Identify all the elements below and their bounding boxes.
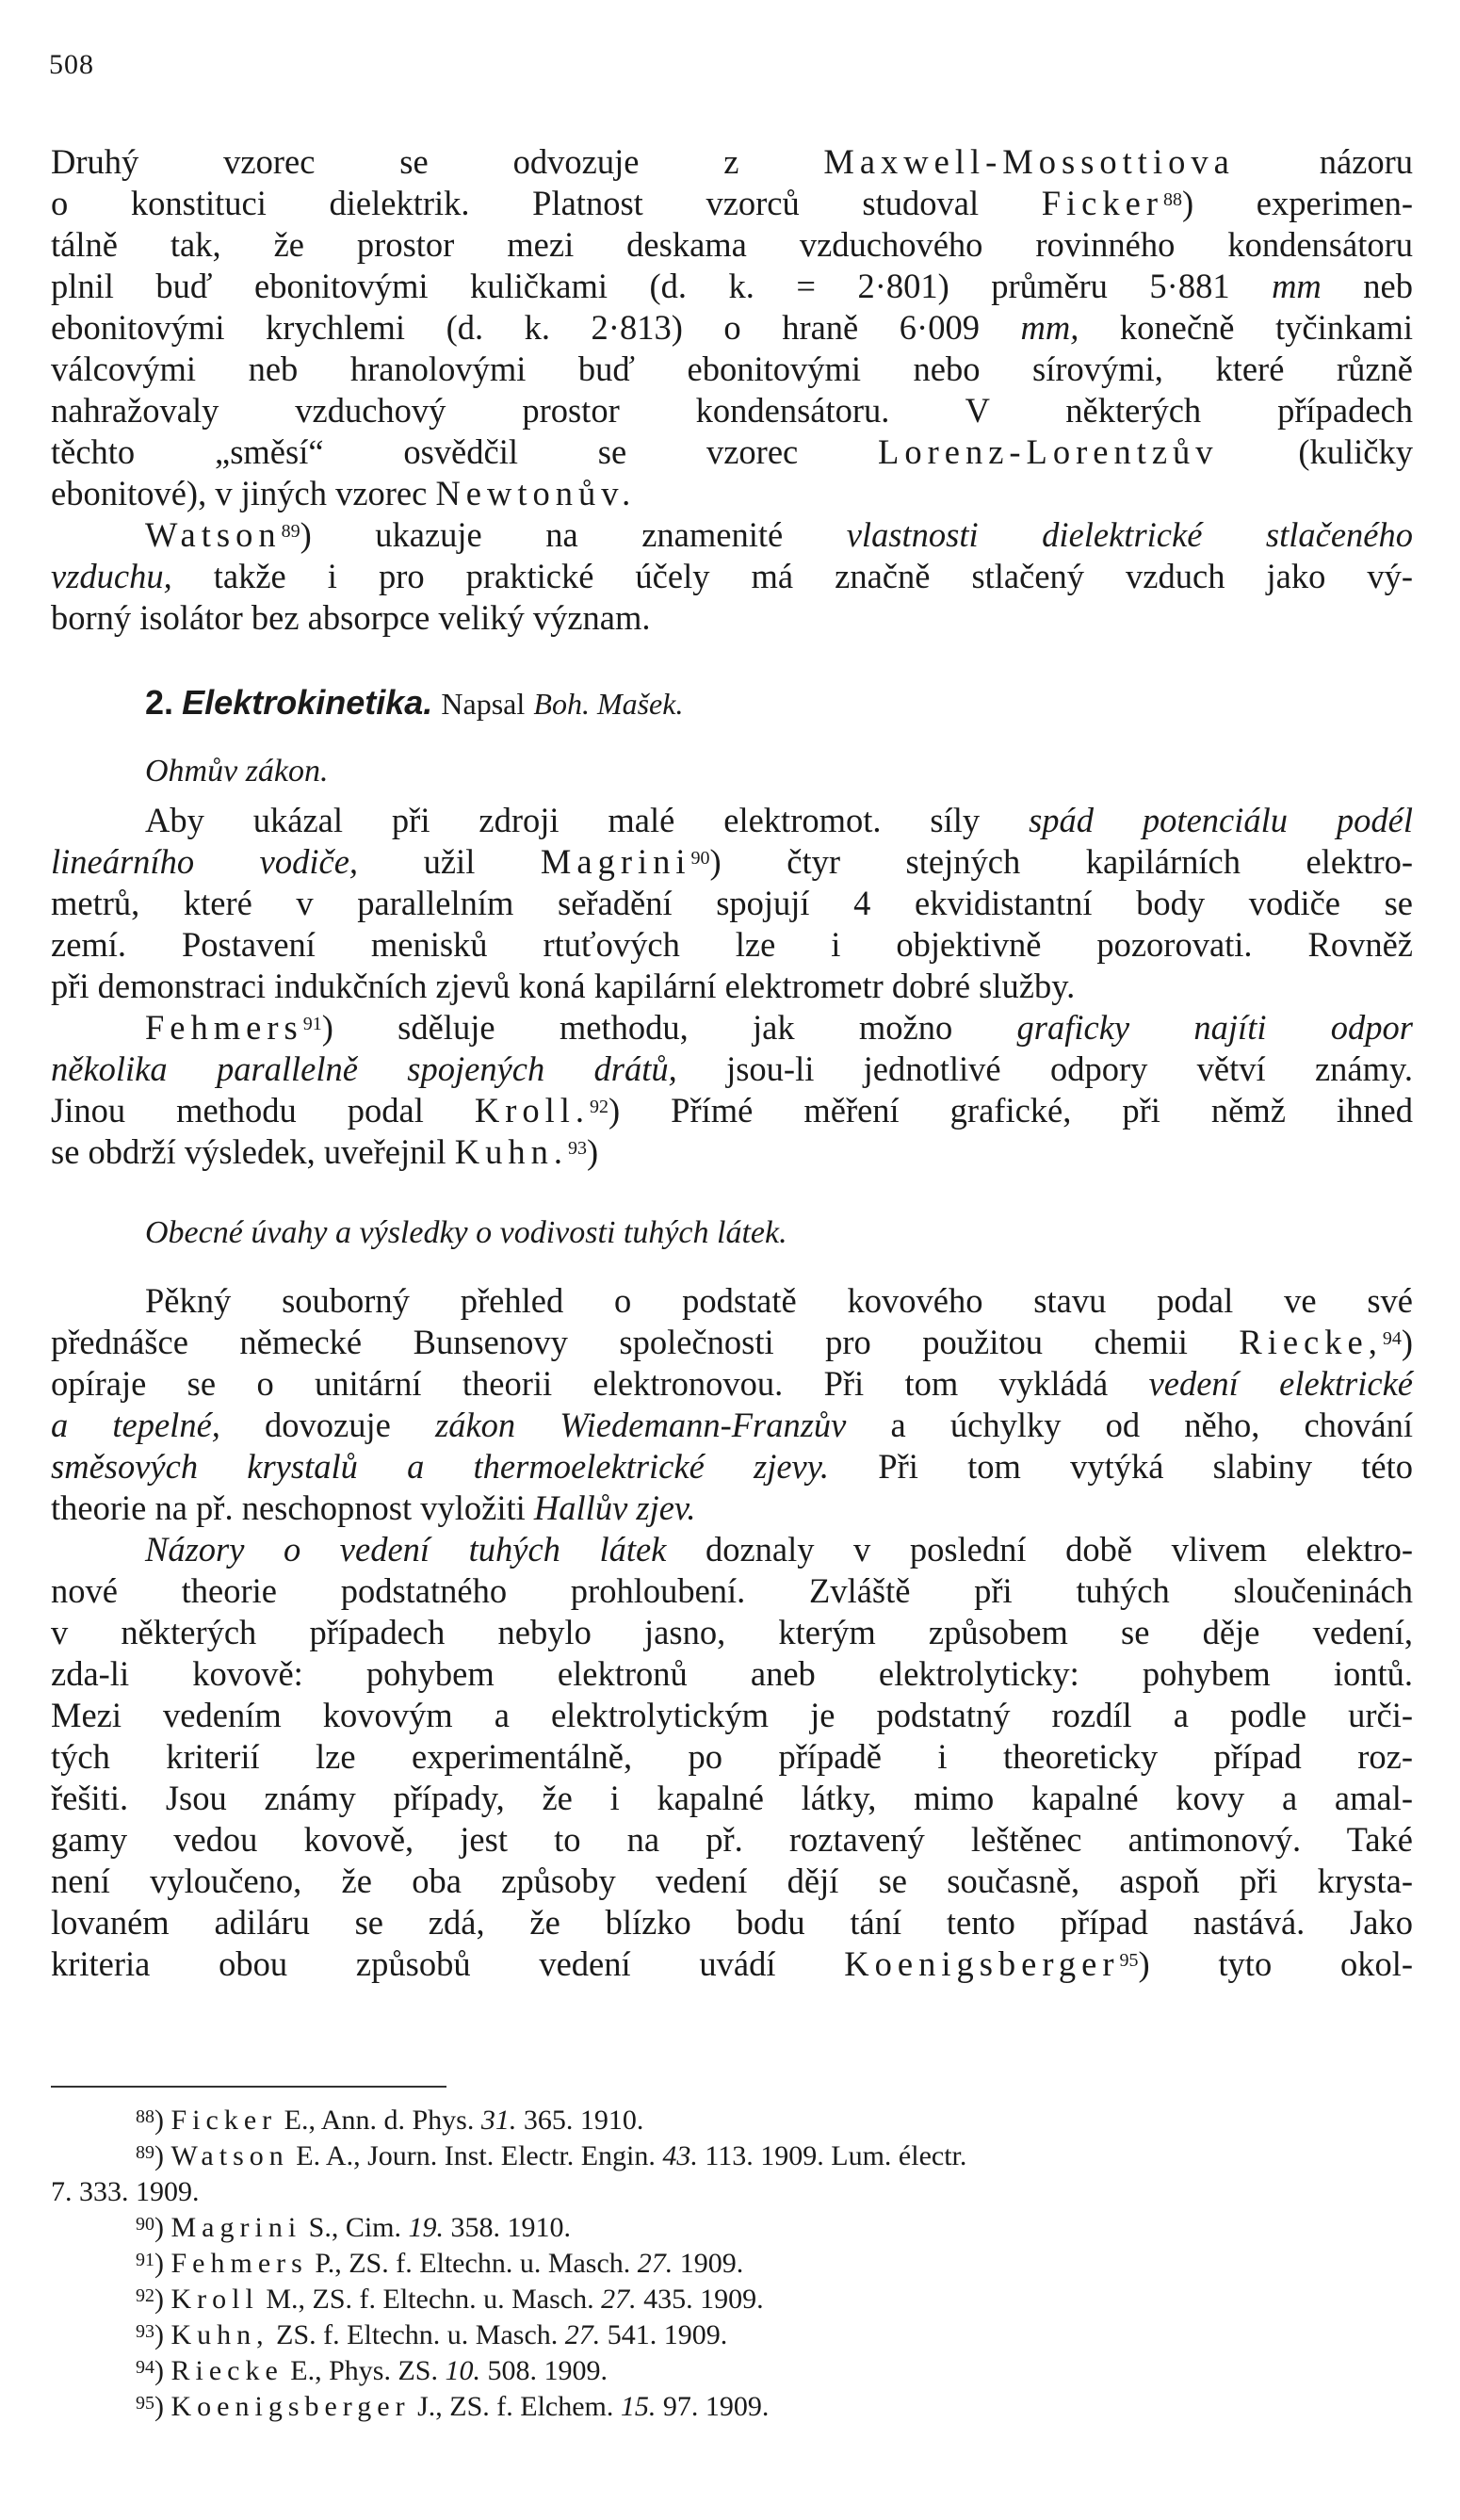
footnote-number: 91 [136, 2250, 154, 2270]
text-line [51, 266, 1413, 307]
text-line: zda-li kovově: pohybem elektronů aneb elektrolyticky: pohybem iontů. [51, 1654, 1413, 1693]
text-run: dovozuje [219, 1406, 435, 1444]
footnote-author: Kuhn, [170, 2319, 269, 2350]
text-run: Při tom vytýká slabiny této [829, 1447, 1414, 1486]
emphasis: několika parallelně spojených drátů, [51, 1049, 677, 1088]
text-line: nahražovaly vzduchový prostor kondensátoru. V některých případech [51, 391, 1413, 430]
text-line [51, 1049, 1413, 1090]
text-run: přednášce německé Bunsenovy společnosti pro použitou chemii [51, 1323, 1240, 1361]
text-line: metrů, které v parallelním seřadění spojují 4 ekvidistantní body vodiče se [51, 884, 1413, 922]
text-run: ) čtyr stejných kapilárních elektro- [709, 842, 1414, 881]
text-run: ) ukazuje na znamenité [300, 515, 847, 554]
text-line [51, 514, 1413, 556]
subsection-title: Ohmův zákon. [145, 754, 329, 789]
section-byline: Napsal [441, 687, 526, 721]
footnote-volume: 15. [620, 2391, 657, 2422]
text-run: užil [358, 842, 541, 881]
footnote-author: Watson [170, 2140, 289, 2171]
text-run: opíraje se o unitární theorii elektronovou. Při tom vykládá [51, 1364, 1149, 1403]
footnote-number: 89 [136, 2142, 154, 2163]
subsection-heading [145, 1211, 1413, 1254]
text-run: Druhý vzorec se odvozuje z [51, 142, 824, 181]
text-run: Jinou methodu podal [51, 1091, 475, 1130]
text-run: a úchylky od něho, chování [846, 1406, 1413, 1444]
footnote-text: P., ZS. f. Eltechn. u. Masch. [307, 2248, 638, 2279]
footnote-number: 92 [136, 2285, 154, 2306]
text-run: ebonitovými krychlemi (d. k. 2·813) o hraně 6·009 [51, 308, 1021, 347]
text-run: (kuličky [1218, 432, 1413, 471]
section-author: Boh. Mašek. [533, 687, 684, 721]
text-run: theorie na př. neschopnost vyložiti [51, 1488, 534, 1527]
footnote-author: Koenigsberger [170, 2391, 411, 2422]
text-run: názoru [1234, 142, 1413, 181]
text-line [51, 141, 1413, 183]
unit: mm, [1020, 308, 1079, 347]
emphasis: vlastnosti dielektrické stlačeného [846, 515, 1414, 554]
footnote-text: ZS. f. Eltechn. u. Masch. [268, 2319, 565, 2350]
footnote-text: J., ZS. f. Elchem. [410, 2391, 621, 2422]
text-run: ) tyto okol- [1138, 1944, 1414, 1983]
text-run: jsou-li jednotlivé odpory větví známy. [676, 1049, 1413, 1088]
footnote-ref: 88 [1162, 189, 1182, 210]
text-line: lovaném adiláru se zdá, že blízko bodu tání tento případ nastává. Jako [51, 1903, 1413, 1942]
text-line: nové theorie podstatného prohloubení. Zvláště při tuhých sloučeninách [51, 1571, 1413, 1610]
footnote-text: S., Cim. [301, 2212, 409, 2243]
footnote-text: 113. 1909. Lum. électr. [697, 2140, 967, 2171]
text-line [51, 307, 1413, 349]
text-run: takže i pro praktické účely má značně stlačený vzduch jako vý- [171, 557, 1413, 595]
text-line [51, 1488, 1413, 1529]
text-line [51, 1405, 1413, 1446]
text-run: ) [587, 1132, 599, 1171]
footnote-divider [51, 2086, 446, 2088]
text-run: plnil buď ebonitovými kuličkami (d. k. = 2·801) průměru 5·881 [51, 267, 1273, 305]
author-name: Ficker [1041, 184, 1163, 222]
text-line [51, 1090, 1413, 1131]
footnote-ref: 90 [690, 848, 710, 869]
footnote-author: Kroll [170, 2284, 259, 2315]
author-name: Fehmers [145, 1008, 303, 1047]
text-run: kriteria obou způsobů vedení uvádí [51, 1944, 845, 1983]
author-name: Magrini [540, 842, 691, 881]
text-line [51, 1943, 1413, 1985]
text-run: ebonitové), v jiných vzorec [51, 474, 436, 512]
emphasis: lineárního vodiče, [51, 842, 359, 881]
footnote-ref: 94 [1382, 1328, 1402, 1349]
footnote-number: 93 [136, 2321, 154, 2342]
emphasis: zákon Wiedemann-Franzův [434, 1406, 847, 1444]
footnote-ref: 92 [590, 1097, 609, 1117]
text-line: řešiti. Jsou známy případy, že i kapalné látky, mimo kapalné kovy a amal- [51, 1779, 1413, 1817]
footnote: $^{88}$) Ficker E., Ann. d. Phys. 31. 365. 1910. [136, 2105, 644, 2136]
footnote-ref: 91 [302, 1014, 322, 1034]
text-line: při demonstraci indukčních zjevů koná kapilární elektrometr dobré služby. [51, 967, 1076, 1005]
text-line: gamy vedou kovově, jest to na př. roztavený leštěnec antimonový. Také [51, 1820, 1413, 1859]
author-name: Koenigsberger [844, 1944, 1120, 1983]
footnote-volume: 43. [662, 2140, 698, 2171]
subsection-title: Obecné úvahy a výsledky o vodivosti tuhých látek. [145, 1215, 787, 1250]
text-line [51, 183, 1413, 224]
text-run: ) experimen- [1181, 184, 1413, 222]
footnote-text: 435. 1909. [636, 2284, 764, 2315]
footnote-volume: 27. [564, 2319, 601, 2350]
emphasis: vzduchu, [51, 557, 172, 595]
text-line: zemí. Postavení menisků rtuťových lze i objektivně pozorovati. Rovněž [51, 925, 1413, 964]
author-name: Maxwell-Mossottiova [823, 142, 1235, 181]
footnote-text: 97. 1909. [656, 2391, 770, 2422]
footnote-volume: 10. [445, 2355, 480, 2386]
section-title: Elektrokinetika. [182, 683, 433, 722]
footnote-volume: 27. [601, 2284, 637, 2315]
footnote-ref: 95 [1119, 1950, 1139, 1971]
text-line: tálně tak, že prostor mezi deskama vzduchového rovinného kondensátoru [51, 225, 1413, 264]
footnote-author: Fehmers [170, 2248, 308, 2279]
text-line [51, 1363, 1413, 1405]
text-run: Aby ukázal při zdroji malé elektromot. síly [145, 801, 1030, 839]
text-line: válcovými neb hranolovými buď ebonitovými nebo sírovými, které různě [51, 350, 1413, 388]
text-run: konečně tyčinkami [1079, 308, 1413, 347]
author-name: Lorenz-Lorentzův [878, 432, 1219, 471]
text-line [51, 1322, 1413, 1363]
emphasis: graficky najíti odpor [1016, 1008, 1413, 1047]
text-line [51, 1446, 1413, 1488]
text-line [51, 1131, 1413, 1173]
footnote: $^{90}$) Magrini S., Cim. 19. 358. 1910. [136, 2212, 572, 2243]
footnote-author: Magrini [170, 2212, 302, 2243]
footnote-text: E., Phys. ZS. [283, 2355, 446, 2386]
author-name: Watson [145, 515, 282, 554]
footnote-volume: 31. [480, 2105, 517, 2136]
text-run: doznaly v poslední době vlivem elektro- [666, 1530, 1414, 1569]
footnote-ref: 93 [568, 1138, 587, 1159]
footnote-number: 88 [136, 2106, 154, 2127]
footnote: $^{91}$) Fehmers P., ZS. f. Eltechn. u. Masch. 27. 1909. [136, 2248, 744, 2279]
emphasis: vedení elektrické [1148, 1364, 1413, 1403]
footnote-text: 541. 1909. [600, 2319, 728, 2350]
text-line [51, 1280, 1413, 1322]
text-line [51, 1007, 1413, 1049]
page-number: 508 [49, 49, 94, 80]
footnote-text: 1909. [673, 2248, 744, 2279]
footnote-number: 90 [136, 2214, 154, 2235]
text-line: Mezi vedením kovovým a elektrolytickým je podstatný rozdíl a podle urči- [51, 1696, 1413, 1734]
text-run: ) Přímé měření grafické, při němž ihned [608, 1091, 1413, 1130]
text-line [51, 556, 1413, 597]
text-line: tých kriterií lze experimentálně, po případě i theoreticky případ roz- [51, 1737, 1413, 1776]
emphasis: a tepelné, [51, 1406, 220, 1444]
footnote: $^{93}$) Kuhn, ZS. f. Eltechn. u. Masch. 27. 541. 1909. [136, 2319, 728, 2350]
text-line [51, 841, 1413, 883]
unit: mm [1272, 267, 1322, 305]
section-number: 2. [145, 683, 174, 722]
footnote-continuation: 7. 333. 1909. [51, 2176, 200, 2207]
text-run: ) [1401, 1323, 1413, 1361]
footnotes [51, 2103, 1413, 2425]
footnote-author: Ficker [170, 2105, 278, 2136]
footnote-number: 94 [136, 2357, 154, 2378]
text-line [51, 800, 1413, 841]
footnote-text: 365. 1910. [516, 2105, 644, 2136]
text-line: borný isolátor bez absorpce veliký význam. [51, 598, 651, 637]
author-name: Kuhn. [454, 1132, 568, 1171]
section-heading [145, 682, 1413, 724]
footnote-ref: 89 [281, 521, 300, 542]
emphasis: spád potenciálu podél [1029, 801, 1413, 839]
footnote-number: 95 [136, 2393, 154, 2414]
author-name: Riecke, [1239, 1323, 1383, 1361]
text-run: se obdrží výsledek, uveřejnil [51, 1132, 455, 1171]
author-name: Kroll. [474, 1091, 591, 1130]
footnote-text: E., Ann. d. Phys. [277, 2105, 481, 2136]
text-line [51, 1529, 1413, 1570]
footnote-volume: 27. [637, 2248, 673, 2279]
emphasis: Hallův zjev. [533, 1488, 696, 1527]
text-run: ) sděluje methodu, jak možno [321, 1008, 1017, 1047]
text-run: neb [1321, 267, 1413, 305]
footnote: $^{95}$) Koenigsberger J., ZS. f. Elchem. 15. 97. 1909. [136, 2391, 770, 2422]
footnote: $^{94}$) Riecke E., Phys. ZS. 10. 508. 1909. [136, 2355, 608, 2386]
text-line [51, 473, 1413, 514]
footnote-text: M., ZS. f. Eltechn. u. Masch. [258, 2284, 602, 2315]
text-line: v některých případech nebylo jasno, kterým způsobem se děje vedení, [51, 1613, 1413, 1651]
emphasis: Názory o vedení tuhých látek [145, 1530, 667, 1569]
text-line: není vyloučeno, že oba způsoby vedení dějí se současně, aspoň při krysta- [51, 1862, 1413, 1900]
subsection-heading [145, 749, 1413, 792]
body-text [51, 141, 1413, 1985]
text-line [51, 431, 1413, 473]
footnote: $^{92}$) Kroll M., ZS. f. Eltechn. u. Masch. 27. 435. 1909. [136, 2284, 764, 2315]
author-name: Newtonův. [435, 474, 637, 512]
text-run: Pěkný souborný přehled o podstatě kovového stavu podal ve své [145, 1281, 1413, 1320]
text-run: těchto „směsí“ osvědčil se vzorec [51, 432, 879, 471]
footnote-volume: 19. [408, 2212, 445, 2243]
footnote: $^{89}$) Watson E. A., Journ. Inst. Electr. Engin. 43. 113. 1909. Lum. électr. 7. 333. 1909. [51, 2138, 1413, 2210]
footnote-author: Riecke [170, 2355, 284, 2386]
footnote-text: E. A., Journ. Inst. Electr. Engin. [288, 2140, 663, 2171]
emphasis: směsových krystalů a thermoelektrické zjevy. [51, 1447, 830, 1486]
text-run: o konstituci dielektrik. Platnost vzorců studoval [51, 184, 1042, 222]
footnote-text: 508. 1909. [480, 2355, 608, 2386]
footnote-text: 358. 1910. [444, 2212, 572, 2243]
